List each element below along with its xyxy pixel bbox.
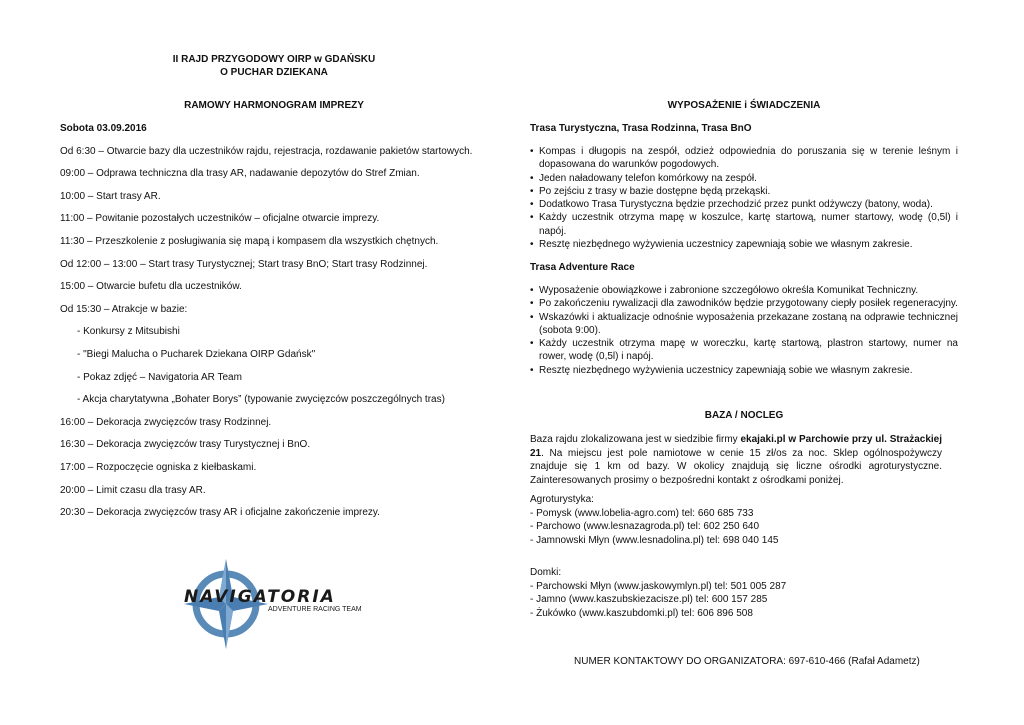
schedule-item: Od 6:30 – Otwarcie bazy dla uczestników rajdu, rejestracja, rozdawanie pakietów startowych. [60, 146, 473, 157]
document-title [60, 53, 488, 79]
list-item: - Żukówko (www.kaszubdomki.pl) tel: 606 896 508 [530, 607, 753, 619]
list-item: • Po zejściu z trasy w bazie dostępne będą przekąski. [530, 185, 958, 198]
list-item: • Resztę niezbędnego wyżywienia uczestnicy zapewniają sobie we własnym zakresie. [530, 364, 958, 377]
base-address: ekajaki.pl w Parchowie przy ul. Strażackiej 21 [530, 434, 942, 459]
schedule-item: 11:00 – Powitanie pozostałych uczestników – oficjalne otwarcie imprezy. [60, 213, 380, 224]
cottages-heading: Domki: [530, 567, 562, 578]
list-item: - Parchowski Młyn (www.jaskowymlyn.pl) tel: 501 005 287 [530, 580, 787, 592]
agritourism-list [530, 493, 778, 547]
schedule-item: 10:00 – Start trasy AR. [60, 191, 161, 202]
schedule-heading: RAMOWY HARMONOGRAM IMPREZY [184, 100, 364, 111]
tourist-routes-heading: Trasa Turystyczna, Trasa Rodzinna, Trasa BnO [530, 123, 752, 134]
schedule-date: Sobota 03.09.2016 [60, 123, 147, 134]
tourist-equipment-list [530, 145, 958, 251]
equipment-heading: WYPOSAŻENIE i ŚWIADCZENIA [667, 100, 821, 111]
cottages-list [530, 566, 786, 620]
logo-tagline: ADVENTURE RACING TEAM [268, 606, 362, 613]
schedule-item: 16:30 – Dekoracja zwycięzców trasy Turystycznej i BnO. [60, 439, 311, 450]
attraction-item: - Pokaz zdjęć – Navigatoria AR Team [77, 372, 242, 383]
schedule-item: Od 15:30 – Atrakcje w bazie: [60, 304, 188, 315]
list-item: - Parchowo (www.lesnazagroda.pl) tel: 602 250 640 [530, 521, 760, 532]
list-item: - Jamnowski Młyn (www.lesnadolina.pl) tel: 698 040 145 [530, 534, 779, 546]
ar-equipment-list [530, 284, 958, 377]
schedule-item: 09:00 – Odprawa techniczna dla trasy AR, nadawanie depozytów do Stref Zmian. [60, 168, 420, 179]
attraction-item: - Akcja charytatywna „Bohater Borys” (typowanie zwycięzców poszczególnych tras) [77, 394, 445, 405]
schedule-item: 16:00 – Dekoracja zwycięzców trasy Rodzinnej. [60, 417, 272, 428]
attraction-item: - Konkursy z Mitsubishi [77, 326, 180, 337]
attraction-item: - "Biegi Malucha o Pucharek Dziekana OIRP Gdańsk" [77, 349, 316, 360]
list-item: • Kompas i długopis na zespół, odzież odpowiednia do poruszania się w terenie leśnym i dopasowana do warunków pogodowych. [530, 145, 958, 172]
logo-wordmark: NAVIGATORIA [184, 587, 336, 607]
base-text-part1: Baza rajdu zlokalizowana jest w siedzibie firmy [530, 434, 741, 445]
list-item: - Pomysk (www.lobelia-agro.com) tel: 660 685 733 [530, 507, 754, 519]
list-item: • Każdy uczestnik otrzyma mapę w koszulce, kartę startową, numer startowy, wodę (0,5l) i napój. [530, 211, 958, 238]
list-item: • Jeden naładowany telefon komórkowy na zespół. [530, 172, 958, 185]
schedule-item: 20:30 – Dekoracja zwycięzców trasy AR i oficjalne zakończenie imprezy. [60, 507, 380, 518]
schedule-item: Od 12:00 – 13:00 – Start trasy Turystycznej; Start trasy BnO; Start trasy Rodzinnej. [60, 259, 428, 270]
schedule-item: 20:00 – Limit czasu dla trasy AR. [60, 485, 206, 496]
agritourism-heading: Agroturystyka: [530, 494, 594, 505]
title-line-1: II RAJD PRZYGODOWY OIRP w GDAŃSKU [172, 54, 376, 65]
schedule-item: 15:00 – Otwarcie bufetu dla uczestników. [60, 281, 242, 292]
base-heading: BAZA / NOCLEG [704, 410, 784, 421]
base-text-part2: . Na miejscu jest pole namiotowe w cenie 15 zł/os za noc. Sklep ogólnospożywczy znajduje się 1 km od bazy. W okolicy znajdują się liczne ośrodki agroturystyczne. Zainteresowanych prosimy o bezpośredni kontakt z ośrodkami poniżej. [530, 447, 942, 486]
list-item: • Dodatkowo Trasa Turystyczna będzie przechodzić przez punkt odżywczy (batony, woda). [530, 198, 958, 211]
schedule-item: 17:00 – Rozpoczęcie ogniska z kiełbaskami. [60, 462, 257, 473]
list-item: • Po zakończeniu rywalizacji dla zawodników będzie przygotowany ciepły posiłek regeneracyjny. [530, 297, 958, 310]
base-description [530, 433, 942, 487]
navigatoria-logo [178, 557, 378, 652]
list-item: • Resztę niezbędnego wyżywienia uczestnicy zapewniają sobie we własnym zakresie. [530, 238, 958, 251]
list-item: • Każdy uczestnik otrzyma mapę w woreczku, kartę startową, plastron startowy, numer na rower, wodę (0,5l) i napój. [530, 337, 958, 364]
title-line-2: O PUCHAR DZIEKANA [220, 67, 328, 78]
list-item: - Jamno (www.kaszubskiezacisze.pl) tel: 600 157 285 [530, 594, 768, 605]
schedule-item: 11:30 – Przeszkolenie z posługiwania się mapą i kompasem dla wszystkich chętnych. [60, 236, 439, 247]
list-item: • Wyposażenie obowiązkowe i zabronione szczegółowo określa Komunikat Techniczny. [530, 284, 958, 297]
list-item: • Wskazówki i aktualizacje odnośnie wyposażenia przekazane zostaną na odprawie technicznej (sobota 9:00). [530, 311, 958, 338]
organizer-contact: NUMER KONTAKTOWY DO ORGANIZATORA: 697-610-466 (Rafał Adametz) [574, 656, 920, 667]
ar-route-heading: Trasa Adventure Race [530, 262, 635, 273]
